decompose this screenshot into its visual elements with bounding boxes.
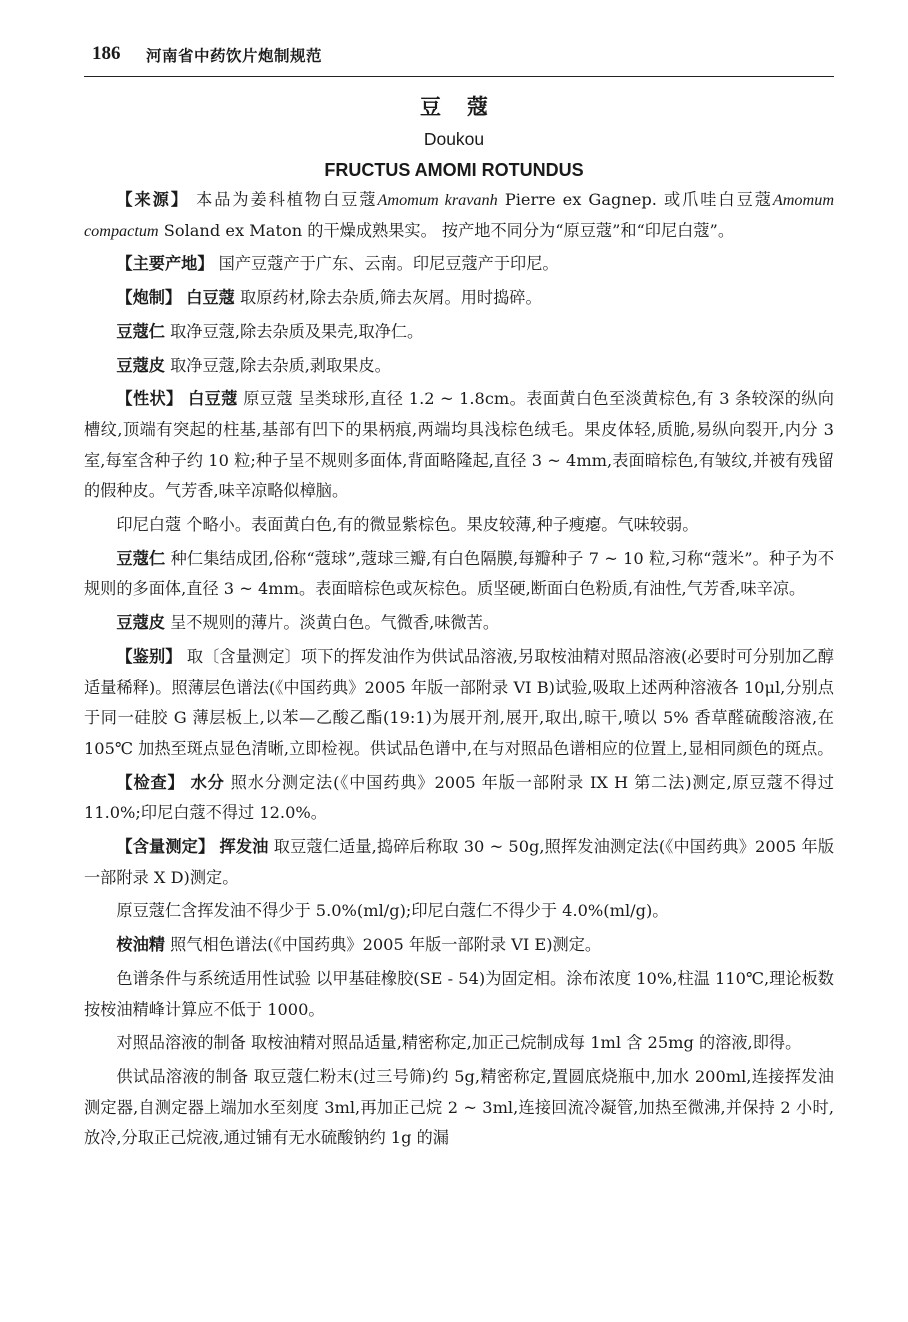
assay-sub-1: 挥发油: [219, 837, 269, 857]
characters-sub-3: 豆蔻皮: [116, 613, 165, 633]
source-text-2: Pierre ex Gagnep. 或爪哇白豆蔻: [497, 190, 773, 209]
processing-text-2: 取净豆蔻,除去杂质及果壳,取净仁。: [170, 321, 424, 341]
entry-title-block: [0, 92, 908, 185]
processing-label: 【炮制】: [116, 288, 182, 308]
source-text-3: Soland ex Maton 的干燥成熟果实。 按产地不同分为“原豆蔻”和“印尼白蔻”。: [158, 220, 735, 240]
processing-text-1: 取原药材,除去杂质,筛去灰屑。用时捣碎。: [240, 288, 542, 308]
origin-text: 国产豆蔻产于广东、云南。印尼豆蔻产于印尼。: [218, 254, 559, 274]
entry-body: [84, 185, 834, 1157]
processing-sub-1: 白豆蔻: [186, 288, 235, 308]
processing-sub-3: 豆蔻皮: [116, 355, 165, 375]
processing-paragraph: [84, 283, 834, 314]
assay-text-1: 取豆蔻仁适量,捣碎后称取 30 ~ 50g,照挥发油测定法(《中国药典》2005 年版一部附录 X D)测定。: [84, 837, 835, 887]
characters-paragraph-4: [84, 608, 834, 639]
characters-text-2: 种仁集结成团,俗称“蔻球”,蔻球三瓣,有白色隔膜,每瓣种子 7 ~ 10 粒,习称“蔻米”。种子为不规则的多面体,直径 3 ~ 4mm。表面暗棕色或灰棕色。质坚硬,断面白色粉质,有油性,气芳香,味辛凉。: [84, 548, 835, 599]
characters-text-1: 原豆蔻 呈类球形,直径 1.2 ~ 1.8cm。表面黄白色至淡黄棕色,有 3 条较深的纵向槽纹,顶端有突起的柱基,基部有凹下的果柄痕,两端均具浅棕色绒毛。果皮体轻,质脆,易纵向裂开,内分 3 室,每室含种子约 10 粒;种子呈不规则多面体,背面略隆起,直径 3 ~ 4mm,表面暗棕色,有皱纹,并被有残留的假种皮。气芳香,味辛凉略似樟脑。: [84, 389, 834, 501]
characters-text-3: 呈不规则的薄片。淡黄白色。气微香,味微苦。: [170, 613, 500, 633]
source-label: 【来源】: [116, 190, 189, 209]
characters-sub-2: 豆蔻仁: [116, 548, 166, 568]
page-header: [84, 40, 834, 77]
characters-label: 【性状】: [116, 389, 183, 409]
assay-paragraph-6: 供试品溶液的制备 取豆蔻仁粉末(过三号筛)约 5g,精密称定,置圆底烧瓶中,加水 200ml,连接挥发油测定器,自测定器上端加水至刻度 3ml,再加正己烷 2 ~ 3ml,连接回流冷凝管,加热至微沸,并保持 2 小时,放冷,分取正己烷液,通过铺有无水硫酸钠约 1g 的漏: [84, 1066, 834, 1148]
inspection-sub: 水分: [190, 772, 225, 792]
assay-label: 【含量测定】: [116, 837, 215, 857]
source-latin-1: Amomum kravanh: [377, 191, 498, 209]
source-latin-2: Amomum compactum: [84, 191, 835, 240]
assay-paragraph-2: 原豆蔻仁含挥发油不得少于 5.0%(ml/g);印尼白蔻仁不得少于 4.0%(ml/g)。: [116, 901, 669, 921]
inspection-text: 照水分测定法(《中国药典》2005 年版一部附录 IX H 第二法)测定,原豆蔻不得过 11.0%;印尼白蔻不得过 12.0%。: [84, 772, 834, 823]
origin-label: 【主要产地】: [116, 254, 214, 274]
identification-text: 取〔含量测定〕项下的挥发油作为供试品溶液,另取桉油精对照品溶液(必要时可分别加乙醇适量稀释)。照薄层色谱法(《中国药典》2005 年版一部附录 VI B)试验,吸取上述两种溶液各 10μl,分别点于同一硅胶 G 薄层板上,以苯—乙酸乙酯(19:1)为展开剂,展开,取出,晾干,喷以 5% 香草醛硫酸溶液,在 105℃ 加热至斑点显色清晰,立即检视。供试品色谱中,在与对照品色谱相应的位置上,显相同颜色的斑点。: [84, 646, 834, 758]
processing-text-3: 取净豆蔻,除去杂质,剥取果皮。: [170, 355, 391, 375]
inspection-paragraph: [84, 768, 834, 829]
processing-paragraph-2: [84, 317, 834, 348]
assay-text-2: 照气相色谱法(《中国药典》2005 年版一部附录 VI E)测定。: [170, 935, 602, 955]
inspection-label: 【检查】: [116, 772, 185, 792]
entry-title-latin: FRUCTUS AMOMI ROTUNDUS: [324, 160, 584, 180]
assay-paragraph: [84, 832, 834, 893]
entry-title-chinese: 豆蔻: [420, 95, 514, 119]
source-paragraph: [84, 185, 834, 246]
characters-paragraph-2: 印尼白蔻 个略小。表面黄白色,有的微显紫棕色。果皮较薄,种子瘦瘪。气味较弱。: [116, 515, 699, 535]
source-text-1: 本品为姜科植物白豆蔻: [196, 190, 378, 209]
assay-paragraph-5: 对照品溶液的制备 取桉油精对照品适量,精密称定,加正己烷制成每 1ml 含 25mg 的溶液,即得。: [116, 1033, 802, 1053]
assay-paragraph-4: 色谱条件与系统适用性试验 以甲基硅橡胶(SE - 54)为固定相。涂布浓度 10%,柱温 110℃,理论板数按桉油精峰计算应不低于 1000。: [84, 968, 834, 1019]
identification-label: 【鉴别】: [116, 646, 182, 666]
assay-paragraph-3: [84, 930, 834, 961]
characters-sub-1: 白豆蔻: [188, 389, 238, 409]
assay-sub-2: 桉油精: [116, 935, 165, 955]
characters-paragraph-3: [84, 544, 834, 605]
book-title: 河南省中药饮片炮制规范: [146, 47, 323, 65]
identification-paragraph: [84, 642, 834, 765]
entry-title-pinyin: Doukou: [423, 129, 485, 149]
page-number: 186: [92, 43, 121, 64]
processing-paragraph-3: [84, 351, 834, 382]
origin-paragraph: [84, 249, 834, 280]
characters-paragraph: [84, 384, 834, 507]
processing-sub-2: 豆蔻仁: [116, 321, 165, 341]
